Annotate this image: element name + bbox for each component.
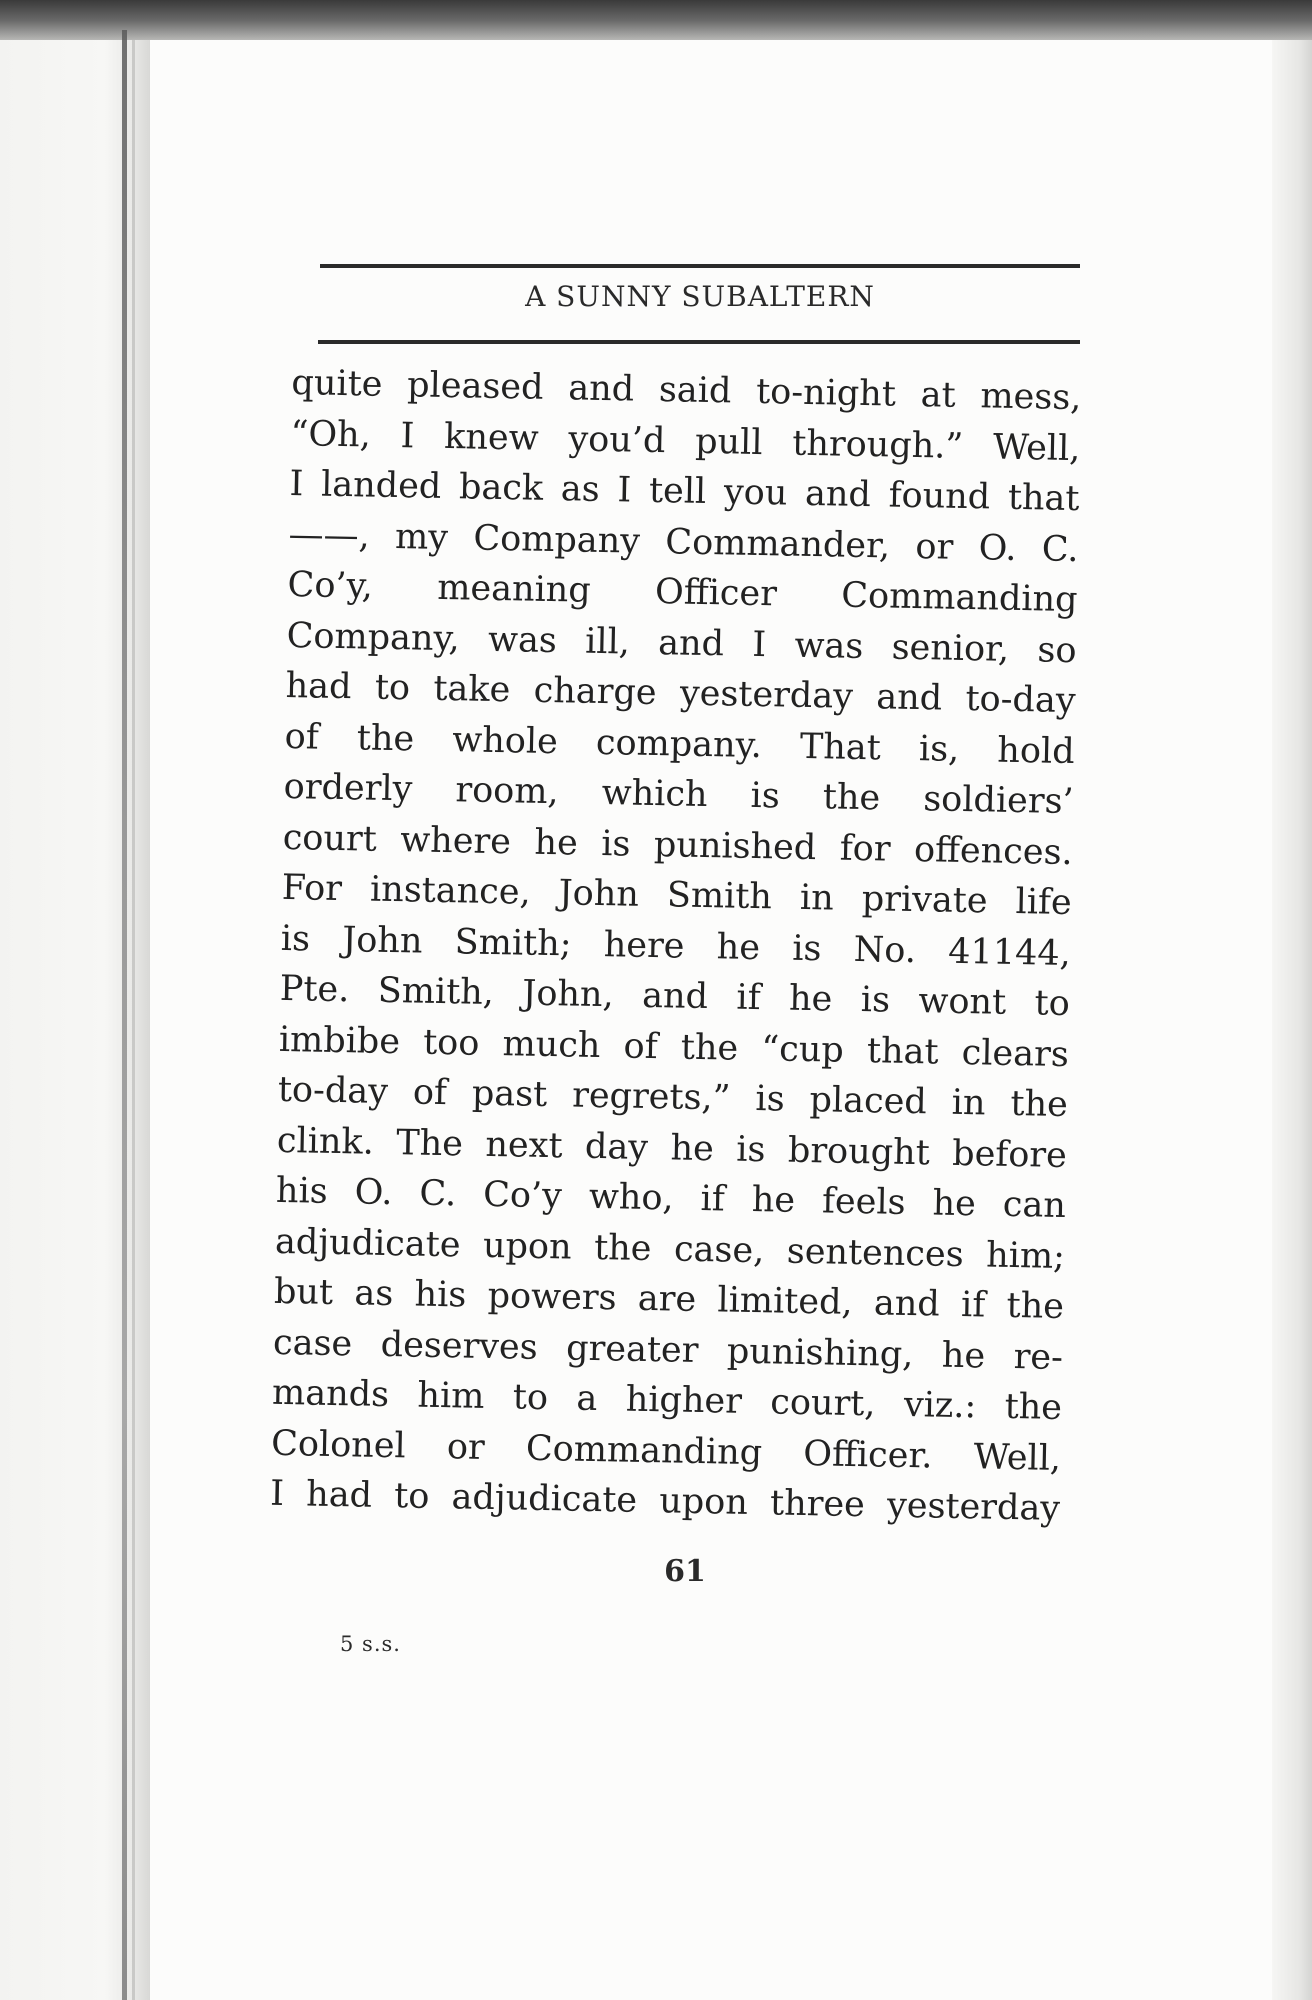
- text-line: his O. C. Co’y who, if he feels he can: [275, 1170, 1067, 1227]
- header-rule-top: [320, 264, 1080, 268]
- text-line: ——, my Company Commander, or O. C.: [288, 514, 1079, 570]
- text-line: “Oh, I knew you’d pull through.” Well,: [290, 413, 1081, 469]
- running-head: A SUNNY SUBALTERN: [525, 280, 875, 313]
- page-sheet: [150, 40, 1272, 2000]
- book-gutter: [122, 30, 127, 2000]
- text-line: is John Smith; here he is No. 41144,: [280, 918, 1072, 974]
- page-number: 61: [664, 1554, 706, 1589]
- text-line: orderly room, which is the soldiers’: [283, 766, 1075, 823]
- text-line: quite pleased and said to-night at mess,: [291, 362, 1082, 419]
- facing-page-edge: [0, 40, 150, 2000]
- text-line: adjudicate upon the case, sentences him;: [274, 1221, 1066, 1277]
- text-line: but as his powers are limited, and if the: [273, 1271, 1065, 1327]
- body-text: [270, 358, 1082, 1534]
- text-line: of the whole company. That is, hold: [284, 716, 1075, 772]
- text-line: I landed back as I tell you and found that: [289, 463, 1080, 520]
- text-line: Colonel or Commanding Officer. Well,: [270, 1423, 1062, 1479]
- text-line: Company, was ill, and I was senior, so: [286, 615, 1077, 671]
- text-line: had to take charge yesterday and to-day: [285, 665, 1076, 722]
- text-line: to-day of past regrets,” is placed in the: [277, 1069, 1069, 1126]
- text-line: court where he is punished for offences.: [282, 817, 1074, 873]
- book-gutter-shadow: [132, 40, 135, 2000]
- text-line: case deserves greater punishing, he re-: [272, 1322, 1064, 1378]
- text-line: For instance, John Smith in private life: [281, 867, 1073, 924]
- text-line: Co’y, meaning Officer Commanding: [287, 564, 1078, 621]
- page-right-edge: [1272, 40, 1312, 2000]
- text-line: clink. The next day he is brought before: [276, 1120, 1068, 1176]
- signature-mark: 5 s.s.: [340, 1632, 401, 1656]
- text-line: mands him to a higher court, viz.: the: [271, 1372, 1063, 1428]
- text-line: imbibe too much of the “cup that clears: [278, 1019, 1070, 1075]
- text-line: I had to adjudicate upon three yesterday: [269, 1473, 1061, 1529]
- text-line: Pte. Smith, John, and if he is wont to: [279, 968, 1071, 1025]
- header-rule-bottom: [318, 340, 1080, 344]
